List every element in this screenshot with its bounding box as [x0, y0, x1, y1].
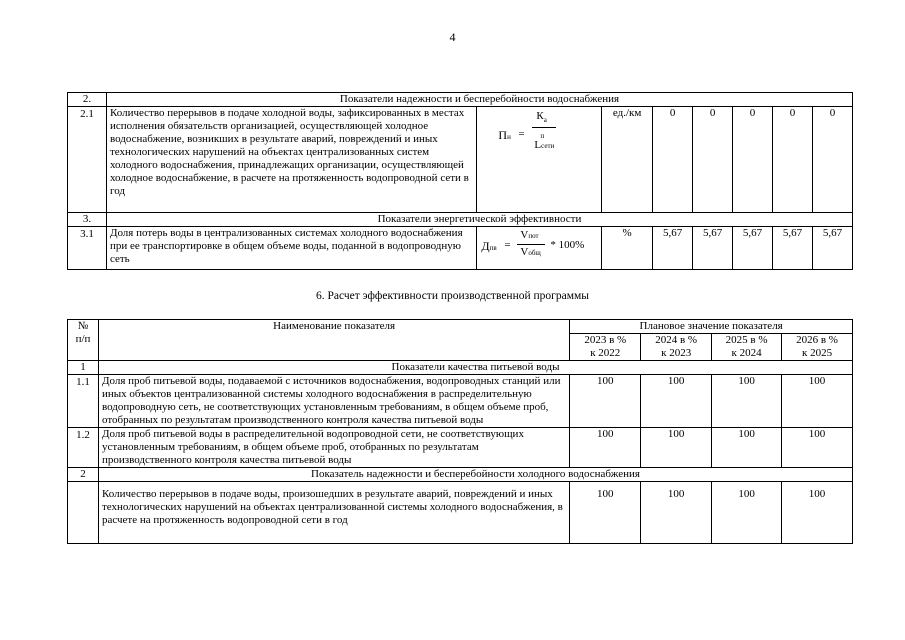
section-title: Показатели качества питьевой воды [98, 361, 852, 375]
value-cell: 0 [693, 107, 733, 213]
indicator-name: Доля проб питьевой воды, подаваемой с источников водоснабжения, водопроводных станций или иных объектов централизованной системы холодного водоснабжения в распределительную водопроводную сеть, не соответствующих установленным требованиям, в общем объеме проб, отобранных по результатам производственного контроля качества питьевой воды [98, 375, 569, 428]
formula-numerator: $К_а$ [536, 110, 547, 124]
value-cell: 5,67 [653, 227, 693, 270]
value-cell: 100 [782, 428, 853, 468]
value-cell: 0 [812, 107, 852, 213]
value-cell: 100 [712, 428, 782, 468]
section-number: 2 [68, 468, 99, 482]
table-row [68, 227, 853, 270]
section-row [68, 213, 853, 227]
value-cell: 5,67 [693, 227, 733, 270]
indicator-name: Доля проб питьевой воды в распределительной водопроводной сети, не соответствующих установленным требованиям, в общем объеме проб, отобранных по результатам производственного контроля качества питьевой воды [98, 428, 569, 468]
header-year: 2024 в % к 2023 [641, 334, 712, 361]
row-number: 1.1 [68, 375, 99, 428]
formula-cell [477, 227, 602, 270]
row-number: 3.1 [68, 227, 107, 270]
page-number: 4 [449, 30, 456, 44]
header-year: 2023 в % к 2022 [570, 334, 641, 361]
value-cell: 100 [641, 375, 712, 428]
header-name: Наименование показателя [98, 320, 569, 361]
section-title: Показатель надежности и бесперебойности холодного водоснабжения [98, 468, 852, 482]
header-row [68, 320, 853, 334]
value-cell: 100 [570, 482, 641, 544]
table-row [68, 428, 853, 468]
header-year: 2026 в % к 2025 [782, 334, 853, 361]
section-row [68, 93, 853, 107]
section-caption: 6. Расчет эффективности производственной программы [315, 290, 590, 302]
formula-denominator: Vобщ [520, 246, 541, 258]
unit-cell: ед./км [602, 107, 653, 213]
header-number: № п/п [68, 320, 99, 361]
section-number: 2. [68, 93, 107, 107]
section-number: 1 [68, 361, 99, 375]
header-year: 2025 в % к 2024 [712, 334, 782, 361]
formula-numerator-sub: п [540, 132, 545, 140]
formula-lhs: Дпв [481, 239, 497, 253]
row-number: 1.2 [68, 428, 99, 468]
value-cell: 5,67 [733, 227, 773, 270]
value-cell: 100 [641, 428, 712, 468]
value-cell: 100 [712, 375, 782, 428]
formula-cell [477, 107, 602, 213]
value-cell: 100 [641, 482, 712, 544]
formula-numerator: Vпот [520, 229, 539, 241]
value-cell: 100 [570, 375, 641, 428]
value-cell: 0 [653, 107, 693, 213]
indicators-table [67, 92, 853, 270]
value-cell: 100 [782, 482, 853, 544]
section-number: 3. [68, 213, 107, 227]
section-row [68, 361, 853, 375]
row-number [68, 482, 99, 544]
value-cell: 0 [733, 107, 773, 213]
formula-tail: * 100% [550, 239, 585, 251]
section-row [68, 468, 853, 482]
table-row [68, 482, 853, 544]
efficiency-table [67, 319, 853, 544]
formula-equals: = [518, 128, 525, 140]
value-cell: 5,67 [773, 227, 813, 270]
indicator-name: Количество перерывов в подаче воды, произошедших в результате аварий, повреждений и иных технологических нарушений на объектах централизованной системы холодного водоснабжения, в расчете на протяженность водопроводной сети в год [98, 482, 569, 544]
fraction-bar [532, 127, 556, 128]
value-cell: 0 [773, 107, 813, 213]
value-cell: 100 [570, 428, 641, 468]
unit-cell: % [602, 227, 653, 270]
value-cell: 5,67 [812, 227, 852, 270]
indicator-name: Количество перерывов в подаче холодной воды, зафиксированных в местах исполнения обязательств организацией, осуществляющей холодное водоснабжение, возникших в результате аварий, повреждений и иных технологических нарушений на объектах централизованных систем холодного водоснабжения, принадлежащих организации, осуществляющей холодное водоснабжение, в расчете на протяженность водопроводной сети в год [106, 107, 476, 213]
table-row [68, 107, 853, 213]
fraction-bar [517, 244, 545, 245]
formula-denominator: Lсети [534, 139, 555, 151]
formula-equals: = [504, 239, 511, 251]
formula-lhs: Пн [498, 128, 511, 142]
table-row [68, 375, 853, 428]
section-title: Показатели энергетической эффективности [106, 213, 852, 227]
section-title: Показатели надежности и бесперебойности водоснабжения [106, 93, 852, 107]
row-number: 2.1 [68, 107, 107, 213]
indicator-name: Доля потерь воды в централизованных системах холодного водоснабжения при ее транспортировке в общем объеме воды, поданной в водопроводную сеть [106, 227, 476, 270]
value-cell: 100 [782, 375, 853, 428]
value-cell: 100 [712, 482, 782, 544]
header-plan: Плановое значение показателя [570, 320, 853, 334]
